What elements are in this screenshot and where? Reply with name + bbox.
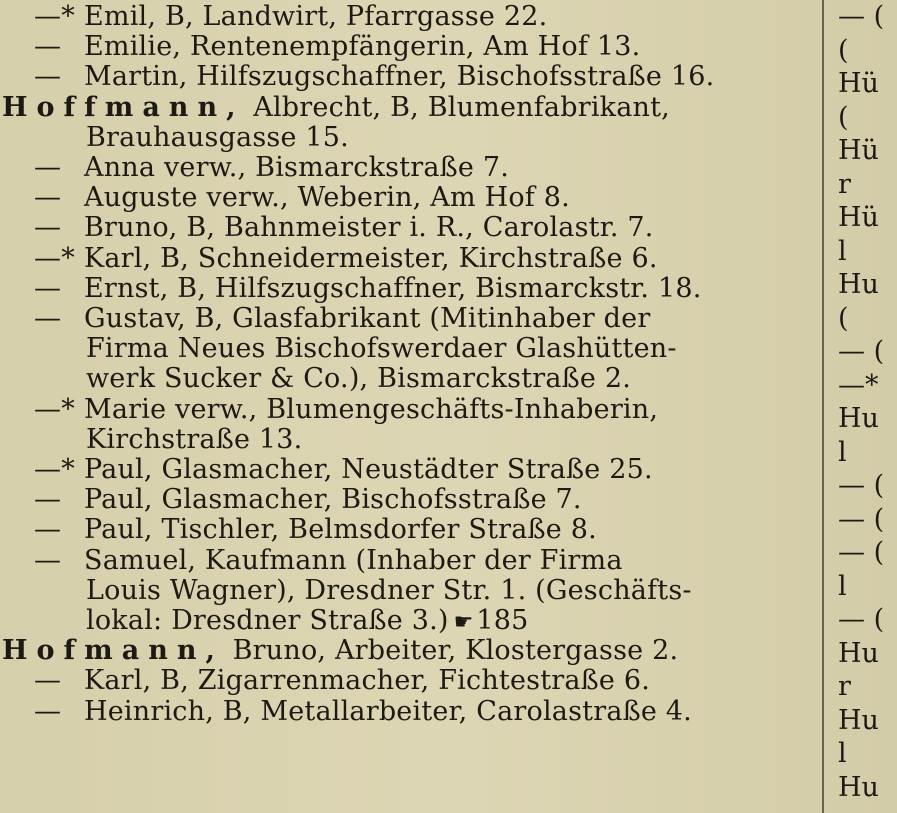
entry-text: Ernst, B, Hilfszugschaffner, Bismarckstr. 18. (84, 272, 702, 304)
entry-line (0, 93, 818, 123)
entry-text: Marie verw., Blumengeschäfts-Inhaberin, (84, 393, 659, 425)
cropped-entry-fragment: ( (838, 102, 849, 133)
entry-dash: —* (34, 242, 75, 274)
entry-line (0, 455, 818, 485)
entry-dash: — (34, 695, 62, 727)
cropped-entry-fragment: l (838, 236, 847, 267)
cropped-entry-fragment: ( (838, 35, 849, 66)
entry-line (0, 576, 818, 606)
cropped-entry-fragment: — ( (838, 538, 885, 568)
entry-dash: — (34, 514, 62, 546)
entry-dash: —* (34, 393, 75, 425)
entry-line (0, 32, 818, 62)
surname-heading: Hoffmann, (2, 91, 245, 123)
cropped-entry-fragment: l (838, 739, 847, 769)
entry-text: lokal: Dresdner Straße 3.) (86, 605, 449, 636)
entry-text: Bruno, Arbeiter, Klostergasse 2. (223, 635, 679, 667)
column-divider (822, 0, 824, 813)
entry-line (0, 485, 818, 515)
entry-line (0, 62, 818, 92)
entry-line (0, 546, 818, 576)
entry-line (0, 213, 818, 243)
cropped-entry-fragment: Hü (838, 69, 879, 99)
cropped-entry-fragment: Hu (838, 404, 879, 434)
entry-line (0, 304, 818, 334)
cropped-entry-fragment: Hü (838, 136, 879, 166)
entry-text: Samuel, Kaufmann (Inhaber der Firma (84, 544, 623, 576)
entry-text: Karl, B, Schneidermeister, Kirchstraße 6. (84, 242, 658, 274)
cropped-entry-fragment: Hu (838, 270, 879, 300)
entry-line (0, 153, 818, 183)
entry-text: Kirchstraße 13. (86, 423, 303, 455)
entry-text: Paul, Glasmacher, Neustädter Straße 25. (84, 454, 653, 485)
entry-line (0, 395, 818, 425)
entry-dash: — (34, 61, 62, 93)
entry-dash: —* (34, 454, 75, 485)
cropped-entry-fragment: Hu (838, 638, 879, 669)
entry-dash: — (34, 212, 62, 244)
entry-text: Paul, Tischler, Belmsdorfer Straße 8. (84, 514, 597, 546)
entry-text: Emilie, Rentenempfängerin, Am Hof 13. (84, 31, 641, 63)
entry-line (0, 183, 818, 213)
entry-text: Martin, Hilfszugschaffner, Bischofsstraße 16. (84, 61, 715, 93)
entry-dash: — (34, 272, 62, 304)
entry-text: Auguste verw., Weberin, Am Hof 8. (84, 182, 570, 214)
entry-text: Louis Wagner), Dresdner Str. 1. (Geschäfts- (86, 574, 692, 606)
cropped-entry-fragment: — ( (838, 504, 885, 535)
entry-text: Firma Neues Bischofswerdaer Glashütten- (86, 333, 677, 365)
cropped-entry-fragment: — ( (838, 471, 885, 501)
entry-dash: — (34, 484, 62, 516)
entry-line (0, 425, 818, 455)
entry-line (0, 606, 818, 638)
entry-dash: — (34, 303, 62, 334)
cropped-entry-fragment: — ( (838, 605, 885, 635)
cropped-entry-fragment: r (838, 672, 851, 702)
entry-line (0, 334, 818, 364)
entry-line (0, 666, 818, 696)
entry-text: Bruno, B, Bahnmeister i. R., Carolastr. 7. (84, 212, 654, 244)
entry-dash: — (34, 152, 62, 183)
cropped-entry-fragment: Hu (838, 772, 879, 803)
cropped-entry-fragment: Hü (838, 203, 879, 233)
entry-line (0, 697, 818, 727)
entry-line (0, 123, 818, 153)
cropped-entry-fragment: l (838, 571, 847, 602)
cropped-entry-fragment: l (838, 437, 847, 468)
entry-line (0, 364, 818, 394)
entry-text: Gustav, B, Glasfabrikant (Mitinhaber der (84, 303, 651, 334)
entry-line (0, 636, 818, 666)
cropped-entry-fragment: —* (838, 370, 879, 401)
entry-text: Paul, Glasmacher, Bischofsstraße 7. (84, 484, 582, 516)
entry-line (0, 515, 818, 545)
phone-number: 185 (476, 605, 529, 636)
entry-dash: — (34, 544, 62, 576)
cropped-entry-fragment: r (838, 169, 851, 200)
entry-line (0, 2, 818, 32)
entry-line (0, 244, 818, 274)
entry-dash: —* (34, 1, 75, 32)
entry-text: werk Sucker & Co.), Bismarckstraße 2. (86, 363, 632, 395)
entry-text: Albrecht, B, Blumenfabrikant, (244, 91, 670, 123)
surname-heading: Hofmann, (2, 635, 224, 667)
cropped-entry-fragment: Hu (838, 705, 879, 736)
pointing-hand-icon: ☛ (448, 610, 477, 635)
entry-dash: — (34, 665, 62, 697)
cropped-entry-fragment: — ( (838, 337, 885, 367)
cropped-entry-fragment: ( (838, 303, 849, 334)
entry-dash: — (34, 182, 62, 214)
entry-text: Anna verw., Bismarckstraße 7. (84, 152, 510, 183)
entry-text: Emil, B, Landwirt, Pfarrgasse 22. (84, 1, 548, 32)
entry-text: Karl, B, Zigarrenmacher, Fichtestraße 6. (84, 665, 651, 697)
entry-line (0, 274, 818, 304)
entry-text: Brauhausgasse 15. (86, 121, 349, 153)
cropped-entry-fragment: — ( (838, 2, 885, 32)
entry-text: Heinrich, B, Metallarbeiter, Carolastraße 4. (84, 695, 692, 727)
entry-dash: — (34, 31, 62, 63)
